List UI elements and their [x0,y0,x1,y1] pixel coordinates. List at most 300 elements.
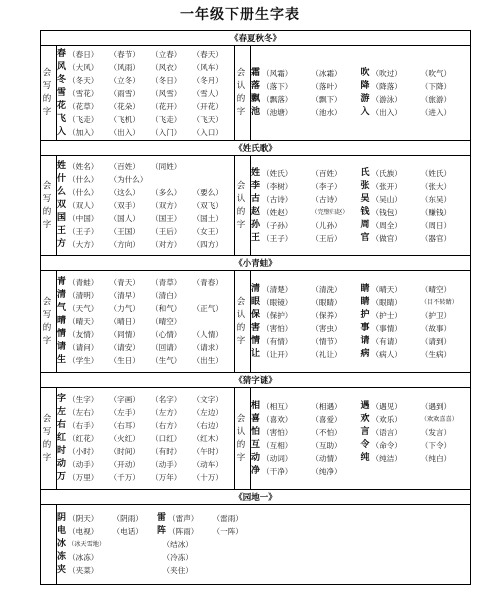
word: （右耳） [109,421,140,430]
pair [251,452,361,465]
char: 入 [57,126,67,137]
char: 护 [360,309,370,320]
pair [251,413,361,426]
word: （做官） [371,233,402,243]
write-lines [57,276,234,367]
char: 气 [57,303,67,313]
char: 王 [251,232,261,243]
char: 时 [57,446,67,456]
pair [251,348,361,361]
pair [361,106,471,119]
char: 入 [360,107,370,117]
char: 冻 [57,552,67,562]
word: （女王） [192,227,223,236]
word: （方向） [109,240,140,249]
pair [361,322,471,335]
word: （春日） [68,49,99,59]
blank-cell [41,505,57,585]
char: 青 [57,277,67,287]
word: （开花） [192,101,223,111]
word: （阵雨） [168,527,199,536]
word: （右手） [68,421,99,430]
word: （动手） [68,460,99,469]
word: （出入） [371,108,402,117]
word: （有时） [151,447,182,456]
write-line [57,328,234,341]
recognize-line [251,232,470,245]
word: （花草） [68,101,99,111]
word: （晴天） [371,284,402,294]
char: 雷 [157,513,167,523]
word: （春节） [109,49,140,59]
char: 红 [57,433,67,443]
recognize-line [251,80,470,93]
word: （生病） [420,349,452,359]
word: （春天） [192,49,223,59]
char: 什 [57,174,67,184]
recognize-label-char: 会 [236,413,246,424]
word: （发言） [420,427,452,437]
pair [361,193,471,206]
word: （王后） [311,233,342,243]
word: （冬日） [151,75,182,85]
write-line [57,302,234,315]
word: （对方） [151,240,182,249]
word: （国王） [151,214,182,223]
word: （阴雨） [112,514,143,523]
word: （雷雨） [212,514,243,523]
word: （目不转睛） [420,298,458,306]
recognize-line [251,296,470,309]
pair [361,439,471,452]
word: （国人） [109,214,140,223]
word: （池塘） [262,108,293,117]
word: （吹过） [371,69,402,78]
word: （晴天） [68,317,99,326]
write-line [57,87,234,100]
write-lines [57,393,234,484]
word: （互助） [311,440,342,450]
word: （动车） [192,460,223,469]
pair [361,93,471,106]
recognize-label-char: 会 [236,296,246,307]
char: 游 [360,94,370,104]
word: （请安） [109,343,140,352]
word: （清洗） [311,284,342,294]
word: （大方） [68,240,99,249]
word: （加入） [68,127,99,137]
pair [361,283,471,296]
write-label-char: 会 [42,68,52,78]
char: 清 [57,290,67,300]
pair [251,232,361,245]
word: （古诗） [311,194,342,204]
word: （青天） [109,278,140,287]
char: 眼 [251,296,261,307]
word: （什么） [68,175,99,184]
recognize-label-char: 的 [236,94,246,104]
pair [251,206,361,219]
word: （礼让） [311,349,342,359]
word: （命令） [371,440,402,450]
word: （飘落） [262,95,293,104]
recognize-line [251,193,470,206]
write-line [57,113,234,126]
char: 飘 [251,94,261,104]
char: 遇 [360,400,370,411]
recognize-line [251,67,470,80]
recognize-line [251,206,470,219]
write-line [57,186,234,199]
char: 净 [251,465,261,476]
word: （夹菜） [68,566,99,575]
pair [361,413,471,426]
word: （游泳） [371,95,402,104]
char: 姓 [57,161,67,171]
word: （冷冻） [162,553,193,562]
word: （出入） [109,127,140,137]
char: 纯 [360,452,370,463]
char: 言 [360,426,370,437]
garden-line [57,551,257,564]
word: （正气） [192,304,223,313]
word: （事情） [371,323,402,333]
char: 吴 [360,193,370,204]
char: 降 [360,81,370,91]
word: （夹住） [162,566,193,575]
word: （吴山） [371,194,402,204]
word: （入门） [151,127,182,137]
write-line [57,238,234,251]
word: （左边） [192,408,223,417]
char: 右 [57,420,67,430]
write-label-char: 会 [42,296,52,307]
recognize-cell [251,156,471,256]
garden-line [57,538,257,551]
char: 古 [251,193,261,204]
write-line [57,199,234,212]
pair [361,80,471,93]
char: 春 [57,48,67,59]
pair [251,106,361,119]
pair [251,93,361,106]
write-line [57,341,234,354]
word: （入口） [192,127,223,137]
word: （和气） [151,304,182,313]
word: （请到） [420,336,452,346]
char: 池 [251,107,261,117]
pair [361,452,471,465]
word: （喜欢） [262,414,293,424]
section-title: 《猜字谜》 [41,373,471,388]
write-line [57,276,234,289]
char: 相 [251,400,261,411]
word: （同姓） [151,162,182,171]
write-line [57,393,234,406]
section-body-row [41,271,471,373]
word: （小时） [68,447,99,456]
pair [361,296,471,309]
word: （字画） [109,395,140,404]
char: 李 [251,180,261,191]
word: （双飞） [192,201,223,210]
word: （什么） [68,188,99,197]
write-cell [57,46,235,141]
word: （结冰） [162,540,193,549]
char: 阵 [157,526,167,536]
word: （子孙） [262,220,293,230]
word: （为什么） [109,175,148,184]
word: （眼镜） [262,297,293,307]
word: （学生） [68,356,99,365]
word: （请求） [192,343,223,352]
pair [251,465,361,478]
word: （双人） [68,201,99,210]
char: 张 [360,180,370,191]
word: （这么） [109,188,140,197]
word: （相互） [262,401,293,411]
recognize-line [251,322,470,335]
word: （李树） [262,181,293,191]
pair [251,167,361,180]
write-label-char: 的 [42,439,52,450]
word: （右边） [192,421,223,430]
write-label-char: 写 [42,193,52,204]
recognize-line [251,283,470,296]
recognize-lines [251,400,470,478]
word: （古诗） [262,194,293,204]
char: 国 [57,213,67,223]
recognize-label-char: 字 [236,107,246,117]
char: 请 [360,335,370,346]
char: 电 [57,526,67,536]
word: （降落） [371,82,402,91]
recognize-lines [251,167,470,245]
garden-line [57,525,257,538]
word: （力气） [109,304,140,313]
word: （冬天） [68,75,99,85]
pair [251,439,361,452]
garden-lines [57,512,470,577]
word: （四方） [192,240,223,249]
word: （国土） [192,214,223,223]
char: 睛 [360,283,370,294]
section-body-row [41,156,471,256]
word: （花开） [151,101,182,111]
char: 姓 [251,167,261,178]
write-line [57,458,234,471]
word: （钱包） [371,207,402,217]
pair [251,400,361,413]
char: 王 [57,226,67,236]
word: （风雨） [109,62,140,72]
word: （文字） [192,395,223,404]
write-label-char: 字 [42,452,52,463]
word: （吹气） [420,69,452,78]
write-line [57,432,234,445]
word: （旅游） [420,95,452,104]
write-line [57,100,234,113]
word: （落叶） [311,82,342,91]
word: （万年） [151,473,182,482]
word: （张开） [371,181,402,191]
word: （故事） [420,323,452,333]
word: （王国） [109,227,140,236]
pair [251,309,361,322]
word: （名字） [151,395,182,404]
char: 风 [57,61,67,72]
word: （雪人） [192,88,223,98]
recognize-label-char: 会 [236,180,246,191]
write-line [57,354,234,367]
recognize-label [235,156,251,256]
word: （病人） [371,349,402,359]
write-line [57,289,234,302]
write-label-char: 写 [42,426,52,437]
write-label-char: 的 [42,322,52,333]
write-label [41,156,57,256]
page-title: 一年级下册生字表 [180,7,300,23]
recognize-line [251,413,470,426]
word: （时间） [109,447,140,456]
recognize-label-char: 会 [236,68,246,78]
recognize-line [251,93,470,106]
char: 赵 [251,206,261,217]
word: （情节） [311,336,342,346]
recognize-label-char: 认 [236,309,246,320]
recognize-line [251,426,470,439]
garden-line [57,564,257,577]
write-label-char: 会 [42,413,52,424]
recognize-lines [251,283,470,361]
recognize-label-char: 字 [236,452,246,463]
pair [251,426,361,439]
char: 双 [57,200,67,210]
word: （姓赵） [262,207,293,217]
word: （同情） [109,330,140,339]
char: 喜 [251,413,261,424]
word: （有情） [262,336,293,346]
word: （午时） [192,447,223,456]
recognize-line [251,400,470,413]
word: （纯白） [420,453,452,463]
pair [361,426,471,439]
char: 动 [251,452,261,463]
word: （周全） [371,220,402,230]
pair [361,206,471,219]
pair [251,296,361,309]
char: 互 [251,439,261,450]
word: （出生） [192,356,223,365]
word: （保养） [311,310,342,320]
word: （赚钱） [420,207,452,217]
word: （冰天雪地） [68,541,106,548]
recognize-label [235,271,251,373]
section-header-row [41,373,471,388]
recognize-line [251,335,470,348]
write-label-char: 写 [42,81,52,91]
word: （护卫） [420,310,452,320]
word: （口红） [151,434,182,443]
word: （雷声） [168,514,199,523]
word: （一阵） [212,527,243,536]
word: （生日） [109,356,140,365]
word: （红木） [192,434,223,443]
recognize-label-char: 的 [236,206,246,217]
write-label-char: 的 [42,94,52,104]
word: （飞走） [151,114,182,124]
word: （左右） [68,408,99,417]
write-label-char: 字 [42,335,52,346]
word: （害怕） [262,323,293,333]
word: （清早） [109,291,140,300]
char: 冬 [57,74,67,85]
char: 欢 [360,413,370,424]
word: （百姓） [311,168,342,178]
pair [251,322,361,335]
word: （万里） [68,473,99,482]
garden-cell [57,505,471,585]
word: （红花） [68,434,99,443]
char: 晴 [57,316,67,326]
word: （飞机） [109,114,140,124]
pair [251,335,361,348]
char: 冰 [57,539,67,549]
word: （害虫） [311,323,342,333]
recognize-label [235,46,251,141]
recognize-label-char: 认 [236,426,246,437]
word: （雨雪） [109,88,140,98]
word: （动词） [262,453,293,463]
pair [361,219,471,232]
word: （百姓） [109,162,140,171]
word: （青春） [192,278,223,287]
char: 飞 [57,113,67,124]
word: （欢欢喜喜） [420,415,458,423]
word: （要么） [192,188,223,197]
word: （清楚） [262,284,293,294]
word: （大风） [68,62,99,72]
word: （李子） [311,181,342,191]
word: （器官） [420,233,452,243]
word: （张大） [420,181,452,191]
char: 情 [57,329,67,339]
write-line [57,315,234,328]
word: （相遇） [311,401,342,411]
char: 情 [251,335,261,346]
write-line [57,61,234,74]
pair [251,67,361,80]
char: 请 [57,342,67,352]
word: （王后） [151,227,182,236]
word: （中国） [68,214,99,223]
word: （生字） [68,395,99,404]
recognize-line [251,439,470,452]
word: （害怕） [262,427,293,437]
word: （喜爱） [311,414,342,424]
word: （右方） [151,421,182,430]
word: （王子） [262,233,293,243]
word: （青草） [151,278,182,287]
word: （东吴） [420,194,452,204]
char: 害 [251,322,261,333]
word: （冬月） [192,75,223,85]
word: （多么） [151,188,182,197]
word: （语言） [371,427,402,437]
word: （进入） [420,108,452,117]
write-cell [57,156,235,256]
write-line [57,471,234,484]
